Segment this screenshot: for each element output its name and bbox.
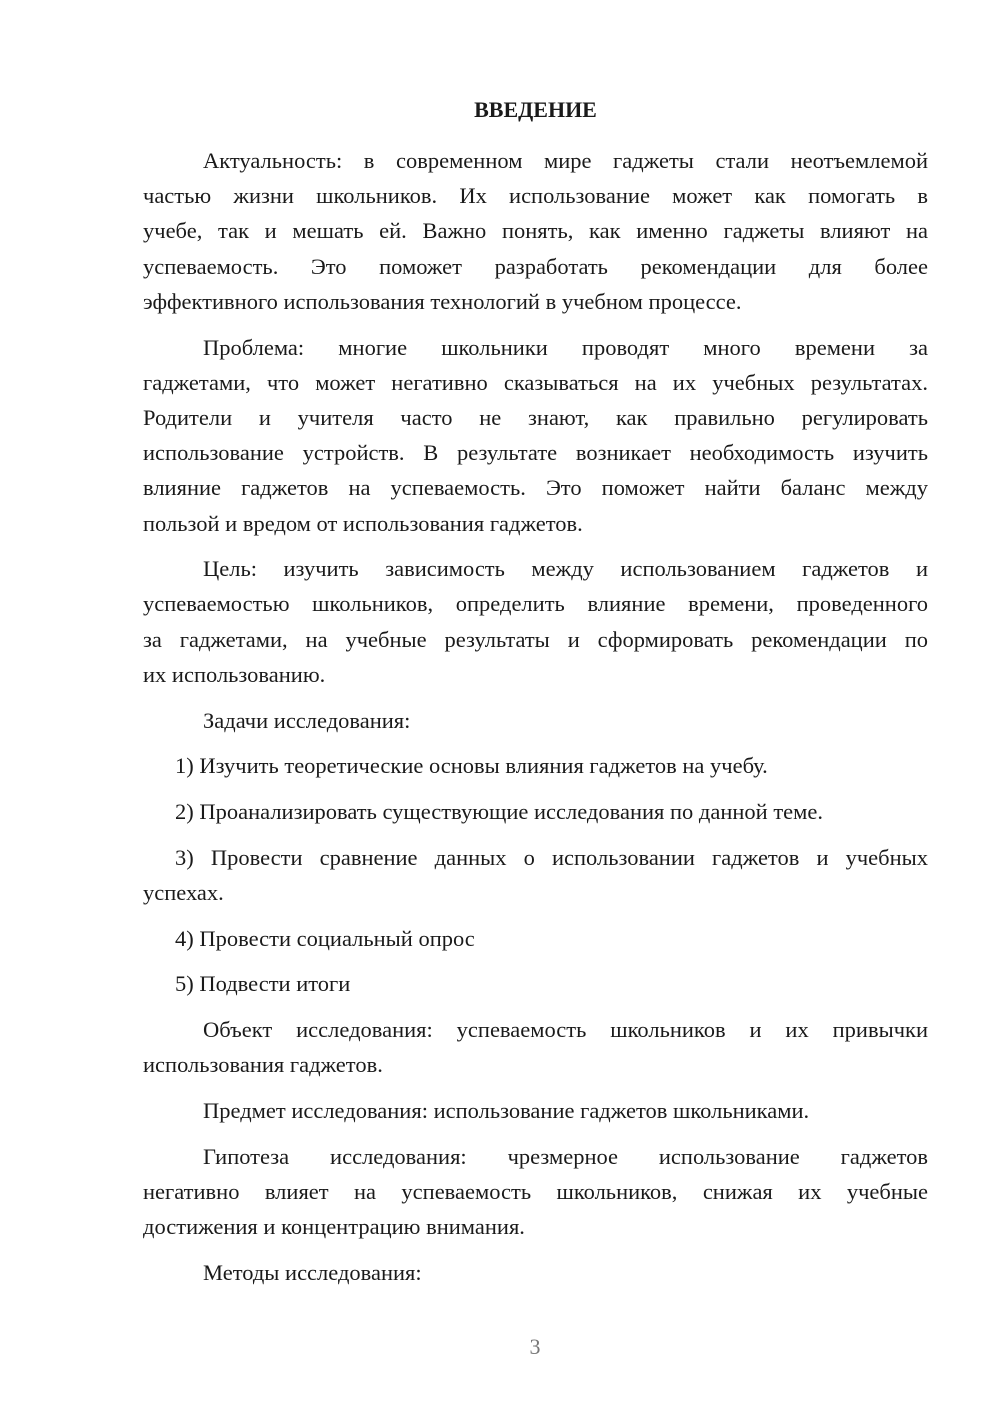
text-line: использование устройств. В результате возникает необходимость изучить <box>143 440 928 466</box>
paragraph <box>143 330 928 541</box>
section-title: ВВЕДЕНИЕ <box>474 97 597 122</box>
text-line: использования гаджетов. <box>143 1052 383 1078</box>
text-line: успеваемостью школьников, определить влияние времени, проведенного <box>143 591 928 617</box>
page-number: 3 <box>529 1334 541 1359</box>
text-line: 1) Изучить теоретические основы влияния гаджетов на учебу. <box>175 753 768 779</box>
list-item <box>143 921 928 956</box>
text-line: учебе, так и мешать ей. Важно понять, как именно гаджеты влияют на <box>143 218 928 244</box>
text-line: их использованию. <box>143 661 326 687</box>
text-line: 2) Проанализировать существующие исследования по данной теме. <box>175 798 824 824</box>
paragraph <box>143 1139 928 1245</box>
paragraph <box>143 703 928 738</box>
paragraph <box>143 551 928 692</box>
text-line: пользой и вредом от использования гаджетов. <box>143 510 583 536</box>
text-line: Проблема: многие школьники проводят много времени за <box>203 334 928 360</box>
text-line: Задачи исследования: <box>203 707 411 733</box>
text-line: Методы исследования: <box>203 1259 422 1285</box>
text-line: за гаджетами, на учебные результаты и сформировать рекомендации по <box>143 626 928 652</box>
document-body <box>143 143 928 1290</box>
text-line: эффективного использования технологий в учебном процессе. <box>143 288 742 314</box>
text-line: частью жизни школьников. Их использование может как помогать в <box>143 183 928 209</box>
document-page <box>143 94 928 1300</box>
text-line: Объект исследования: успеваемость школьников и их привычки <box>203 1016 928 1042</box>
paragraph <box>143 1255 928 1290</box>
list-item <box>143 840 928 910</box>
text-line: 5) Подвести итоги <box>175 971 351 997</box>
text-line: гаджетами, что может негативно сказываться на их учебных результатах. <box>143 369 928 395</box>
text-line: Актуальность: в современном мире гаджеты стали неотъемлемой <box>203 148 928 173</box>
paragraph <box>143 1093 928 1128</box>
text-line: 4) Провести социальный опрос <box>175 925 475 951</box>
text-line: негативно влияет на успеваемость школьников, снижая их учебные <box>143 1178 928 1204</box>
list-item <box>143 966 928 1001</box>
list-item <box>143 794 928 829</box>
text-line: Цель: изучить зависимость между использованием гаджетов и <box>203 556 928 582</box>
text-line: Гипотеза исследования: чрезмерное использование гаджетов <box>203 1143 928 1169</box>
text-line: влияние гаджетов на успеваемость. Это поможет найти баланс между <box>143 475 928 501</box>
list-item <box>143 748 928 783</box>
paragraph <box>143 143 928 319</box>
text-line: успеваемость. Это поможет разработать рекомендации для более <box>143 253 928 279</box>
text-line: Предмет исследования: использование гаджетов школьниками. <box>203 1097 810 1123</box>
paragraph <box>143 1012 928 1082</box>
text-line: успехах. <box>143 879 224 905</box>
text-line: достижения и концентрацию внимания. <box>143 1213 525 1239</box>
text-line: 3) Провести сравнение данных о использовании гаджетов и учебных <box>175 844 928 870</box>
text-line: Родители и учителя часто не знают, как правильно регулировать <box>143 404 928 430</box>
